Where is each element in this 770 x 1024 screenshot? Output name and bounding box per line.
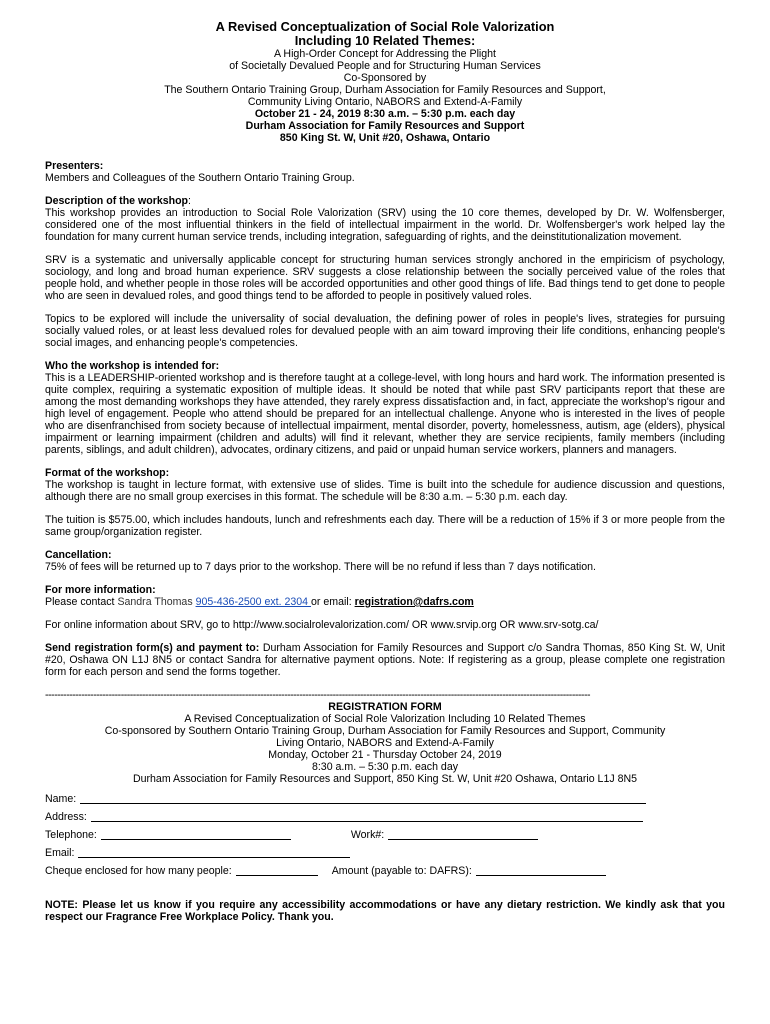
cosponsor-line-2: Community Living Ontario, NABORS and Extend-A-Family <box>247 96 523 108</box>
email-label: Email: <box>45 847 75 859</box>
email-field[interactable] <box>78 847 350 858</box>
cheque-label: Cheque enclosed for how many people: <box>45 865 232 877</box>
presenters-section <box>45 160 725 184</box>
registration-form-header <box>45 701 725 785</box>
form-times: 8:30 a.m. – 5:30 p.m. each day <box>311 761 459 773</box>
presenters-heading: Presenters: <box>45 160 104 172</box>
description-paragraph-3: Topics to be explored will include the universality of social devaluation, the defining power of roles in people's lives, strategies for pursuing socially valued roles, or at least less devalued roles for devalued people with an aim toward improving their life conditions, enhancing people's social images, and enhancing people's competencies. <box>45 313 725 349</box>
form-heading: REGISTRATION FORM <box>328 701 442 713</box>
contact-line <box>45 596 725 608</box>
presenters-text: Members and Colleagues of the Southern Ontario Training Group. <box>45 172 355 184</box>
address-label: Address: <box>45 811 87 823</box>
name-field[interactable] <box>80 793 646 804</box>
work-label: Work#: <box>350 829 385 841</box>
send-section <box>45 642 725 678</box>
form-dates: Monday, October 21 - Thursday October 24, 2019 <box>268 749 502 761</box>
description-paragraph-2: SRV is a systematic and universally applicable concept for structuring human services strongly anchored in the empiricism of psychology, sociology, and long and broad human experience. SRV suggests a close relationship between the socially perceived value of the roles that people hold, and whether people in those roles will be accorded opportunities and other good things of life. Bad things tend to get done to people who are seen in devalued roles, and good things tend to be afforded to people in positively valued roles. <box>45 254 725 302</box>
event-address: 850 King St. W, Unit #20, Oshawa, Ontario <box>279 132 491 144</box>
cancellation-text: 75% of fees will be returned up to 7 days prior to the workshop. There will be no refund if less than 7 days notification. <box>45 561 596 573</box>
more-info-heading: For more information: <box>45 584 156 596</box>
online-info-text: For online information about SRV, go to http://www.socialrolevalorization.com/ OR www.srvip.org OR www.srv-sotg.ca/ <box>45 619 599 631</box>
audience-text: This is a LEADERSHIP-oriented workshop and is therefore taught at a college-level, with long hours and hard work. The information presented is quite complex, requiring a systematic exposition of multiple ideas. It should be noted that while past SRV participants report that these are among the most demanding workshops they have attended, they rarely express dissatisfaction and, in fact, appreciate the workshop's rigour and high level of engagement. People who attend should be prepared for an intellectual challenge. Anyone who is interested in the lives of people who are disenfranchised from society because of intellectual impairment, mental disorder, poverty, homelessness, autism, age (elders), physical impairment or learning impairment (children and adults) will find it relevant, whether they are service recipients, family members (including parents, siblings, and adult children), advocates, ordinary citizens, and paid or unpaid human service workers, planners and managers. <box>45 372 725 456</box>
contact-name: Sandra Thomas <box>117 596 196 608</box>
form-location: Durham Association for Family Resources and Support, 850 King St. W, Unit #20 Oshawa, Ontario L1J 8N5 <box>132 773 638 785</box>
cosponsor-line-1: The Southern Ontario Training Group, Durham Association for Family Resources and Support, <box>164 84 606 96</box>
address-field-row <box>45 811 725 823</box>
subtitle-line-2: of Societally Devalued People and for Structuring Human Services <box>229 60 541 72</box>
cancellation-heading: Cancellation: <box>45 549 112 561</box>
address-field[interactable] <box>91 811 643 822</box>
event-date: October 21 - 24, 2019 8:30 a.m. – 5:30 p.m. each day <box>254 108 516 120</box>
cheque-field-row <box>45 865 725 877</box>
telephone-label: Telephone: <box>45 829 97 841</box>
document-header <box>45 20 725 144</box>
description-colon: : <box>188 195 191 207</box>
phone-link[interactable]: 905-436-2500 ext. 2304 <box>195 596 312 608</box>
form-cosponsor-2: Living Ontario, NABORS and Extend-A-Family <box>276 737 494 749</box>
form-cosponsor-1: Co-sponsored by Southern Ontario Training Group, Durham Association for Family Resources and Support, Community <box>104 725 666 737</box>
amount-field[interactable] <box>476 865 606 876</box>
name-field-row <box>45 793 725 805</box>
amount-label: Amount (payable to: DAFRS): <box>331 865 472 877</box>
accessibility-note: NOTE: Please let us know if you require any accessibility accommodations or have any dietary restriction. We kindly ask that you respect our Fragrance Free Workplace Policy. Thank you. <box>45 899 725 923</box>
cut-line-divider: ------------------------------------------------------------------------------------------------------------------------------------------------------------------------------------ <box>45 689 591 701</box>
format-section <box>45 467 725 538</box>
work-phone-field[interactable] <box>388 829 538 840</box>
email-field-row <box>45 847 725 859</box>
contact-prefix: Please contact <box>45 596 118 608</box>
document-title-line-2: Including 10 Related Themes: <box>294 33 476 48</box>
tuition-text: The tuition is $575.00, which includes handouts, lunch and refreshments each day. There will be a reduction of 15% if 3 or more people from the same group/organization register. <box>45 514 725 538</box>
description-heading: Description of the workshop <box>45 195 189 207</box>
email-prefix: or email: <box>311 596 355 608</box>
document-title: A Revised Conceptualization of Social Role Valorization <box>215 19 555 34</box>
cancellation-section <box>45 549 725 573</box>
email-link[interactable]: registration@dafrs.com <box>354 596 474 608</box>
more-info-section <box>45 584 725 631</box>
send-heading: Send registration form(s) and payment to: <box>45 642 260 654</box>
cosponsor-heading: Co-Sponsored by <box>343 72 427 84</box>
telephone-field-row <box>45 829 725 841</box>
name-label: Name: <box>45 793 77 805</box>
description-paragraph-1: This workshop provides an introduction to Social Role Valorization (SRV) using the 10 core themes, developed by Dr. W. Wolfensberger, considered one of the most influential thinkers in the field of intellectual impairment in the world. Dr. Wolfensberger's work helped lay the foundation for many current human service trends, including integration, safeguarding of rights, and the deinstitutionalization movement. <box>45 207 725 243</box>
format-heading: Format of the workshop: <box>45 467 170 479</box>
event-venue: Durham Association for Family Resources and Support <box>245 120 525 132</box>
telephone-field[interactable] <box>101 829 291 840</box>
description-section <box>45 195 725 349</box>
send-text: Durham Association for Family Resources and Support c/o Sandra Thomas, 850 King St. W, Unit #20, Oshawa ON L1J 8N5 or contact Sandra for alternative payment options. Note: If registering as a group, please complete one registration form for each person and send the forms together. <box>45 642 725 678</box>
audience-section <box>45 360 725 456</box>
audience-heading: Who the workshop is intended for: <box>45 360 220 372</box>
form-title: A Revised Conceptualization of Social Role Valorization Including 10 Related Themes <box>184 713 586 725</box>
cheque-people-field[interactable] <box>236 865 318 876</box>
format-text: The workshop is taught in lecture format, with extensive use of slides. Time is built into the schedule for audience discussion and questions, although there are no small group exercises in this format. The schedule will be 8:30 a.m. – 5:30 p.m. each day. <box>45 479 725 503</box>
subtitle-line-1: A High-Order Concept for Addressing the Plight <box>274 48 496 60</box>
